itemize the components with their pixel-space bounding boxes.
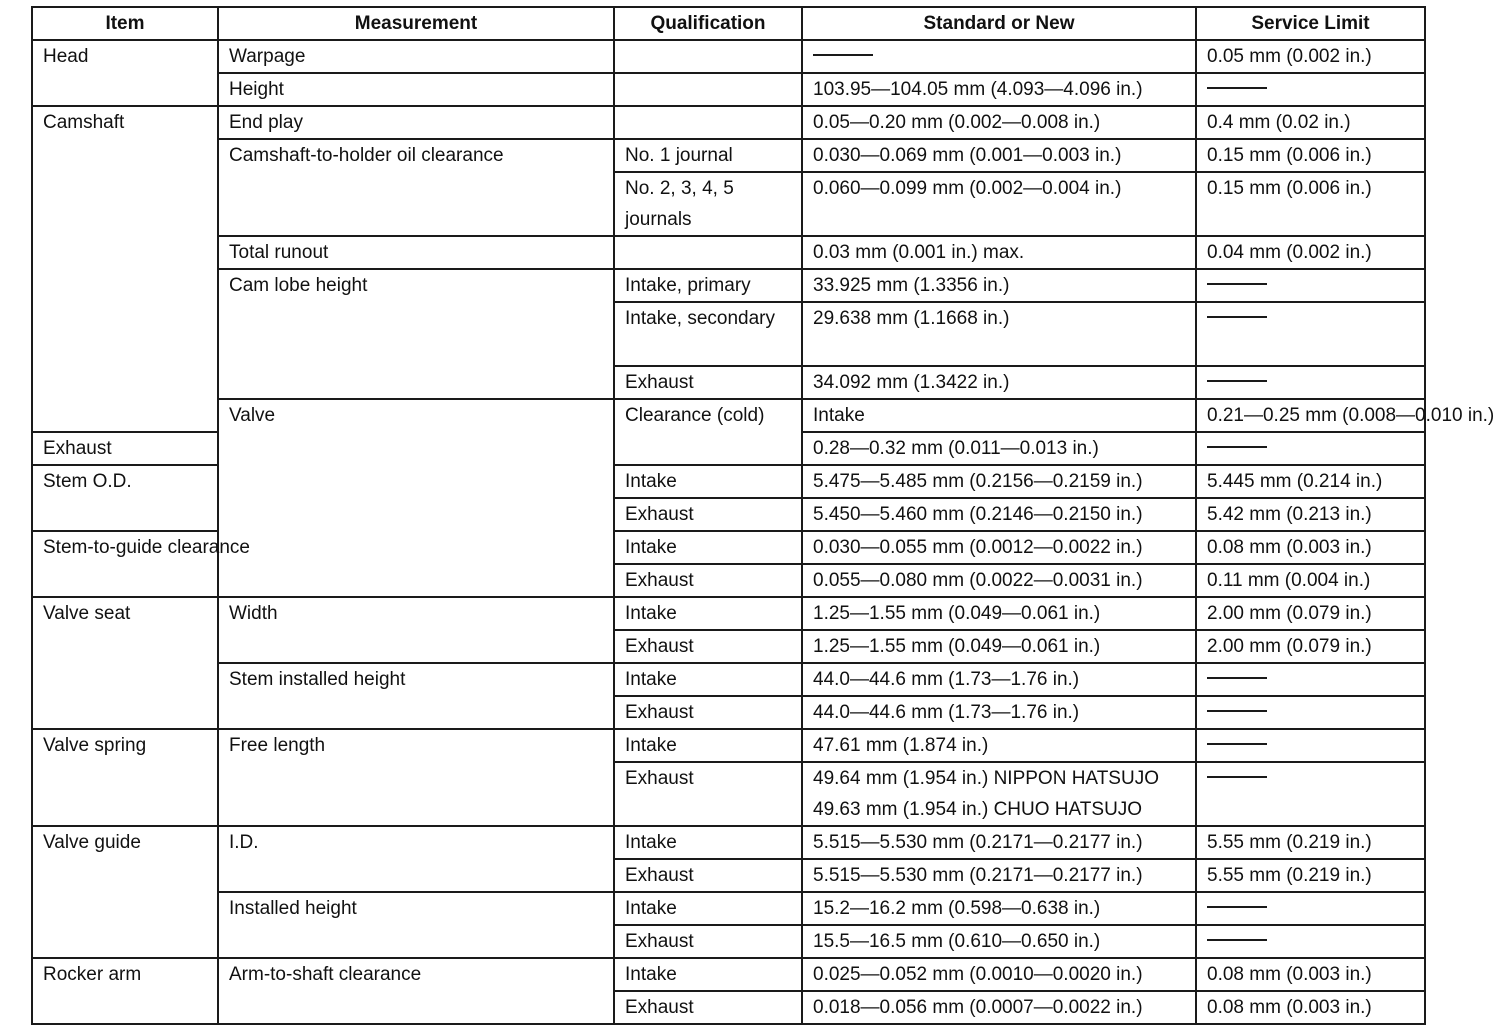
standard-value: 5.450—5.460 mm (0.2146—0.2150 in.) (802, 498, 1196, 531)
measurement-width: Width (218, 597, 614, 663)
qualification-value: Exhaust (614, 630, 802, 663)
header-service-limit: Service Limit (1196, 7, 1425, 40)
standard-value: 15.5—16.5 mm (0.610—0.650 in.) (802, 925, 1196, 958)
header-measurement: Measurement (218, 7, 614, 40)
qualification-value: Exhaust (614, 564, 802, 597)
qualification-value: Intake (614, 729, 802, 762)
table-row (32, 236, 1425, 269)
table-row (32, 826, 1425, 859)
limit-value: 0.4 mm (0.02 in.) (1196, 106, 1425, 139)
item-valve-seat: Valve seat (32, 597, 218, 729)
limit-dash (1196, 925, 1425, 958)
not-applicable-dash (1207, 776, 1267, 778)
header-standard: Standard or New (802, 7, 1196, 40)
qualification-value: No. 2, 3, 4, 5 journals (614, 172, 802, 236)
limit-value: 5.55 mm (0.219 in.) (1196, 859, 1425, 892)
not-applicable-dash (1207, 939, 1267, 941)
limit-value: 5.55 mm (0.219 in.) (1196, 826, 1425, 859)
limit-value: 0.08 mm (0.003 in.) (1196, 531, 1425, 564)
header-qualification: Qualification (614, 7, 802, 40)
not-applicable-dash (1207, 283, 1267, 285)
qualification-value: Intake (614, 465, 802, 498)
limit-value: 2.00 mm (0.079 in.) (1196, 597, 1425, 630)
standard-value: 33.925 mm (1.3356 in.) (802, 269, 1196, 302)
qualification-value: Exhaust (32, 432, 218, 465)
measurement-cam-oil-clearance: Camshaft-to-holder oil clearance (218, 139, 614, 236)
qualification-value: Intake (614, 663, 802, 696)
item-rocker-arm: Rocker arm (32, 958, 218, 1024)
table-row (32, 73, 1425, 106)
qualification-value: No. 1 journal (614, 139, 802, 172)
standard-value: 0.055—0.080 mm (0.0022—0.0031 in.) (802, 564, 1196, 597)
table-row (32, 106, 1425, 139)
not-applicable-dash (1207, 446, 1267, 448)
standard-value-nippon: 49.64 mm (1.954 in.) NIPPON HATSUJO (813, 768, 1159, 789)
limit-value: 2.00 mm (0.079 in.) (1196, 630, 1425, 663)
measurement-arm-shaft-clearance: Arm-to-shaft clearance (218, 958, 614, 1024)
measurement-stem-od: Stem O.D. (32, 465, 218, 531)
qualification-empty (614, 73, 802, 106)
limit-dash (1196, 762, 1425, 826)
table-row (32, 40, 1425, 73)
table-row (32, 958, 1425, 991)
qualification-value: Exhaust (614, 859, 802, 892)
standard-value: 0.03 mm (0.001 in.) max. (802, 236, 1196, 269)
item-head: Head (32, 40, 218, 106)
limit-dash (1196, 432, 1425, 465)
qualification-value: Exhaust (614, 991, 802, 1024)
not-applicable-dash (1207, 380, 1267, 382)
item-valve-spring: Valve spring (32, 729, 218, 826)
qualification-value: Intake (614, 826, 802, 859)
standard-value: 29.638 mm (1.1668 in.) (802, 302, 1196, 366)
standard-value: 44.0—44.6 mm (1.73—1.76 in.) (802, 663, 1196, 696)
limit-dash (1196, 729, 1425, 762)
measurement-end-play: End play (218, 106, 614, 139)
not-applicable-dash (1207, 316, 1267, 318)
item-valve: Valve (218, 399, 614, 597)
standard-value: 0.060—0.099 mm (0.002—0.004 in.) (802, 172, 1196, 236)
qualification-value: Exhaust (614, 498, 802, 531)
qualification-value: Intake (802, 399, 1196, 432)
qualification-value: Intake (614, 531, 802, 564)
not-applicable-dash (1207, 710, 1267, 712)
standard-value: 34.092 mm (1.3422 in.) (802, 366, 1196, 399)
limit-value: 0.05 mm (0.002 in.) (1196, 40, 1425, 73)
measurement-free-length: Free length (218, 729, 614, 826)
not-applicable-dash (813, 54, 873, 56)
limit-value: 0.08 mm (0.003 in.) (1196, 991, 1425, 1024)
limit-value: 0.15 mm (0.006 in.) (1196, 139, 1425, 172)
limit-dash (1196, 663, 1425, 696)
standard-value: 0.030—0.069 mm (0.001—0.003 in.) (802, 139, 1196, 172)
table-row (32, 139, 1425, 172)
header-item: Item (32, 7, 218, 40)
standard-value: 0.018—0.056 mm (0.0007—0.0022 in.) (802, 991, 1196, 1024)
limit-value: 5.42 mm (0.213 in.) (1196, 498, 1425, 531)
standard-value: 0.05—0.20 mm (0.002—0.008 in.) (802, 106, 1196, 139)
not-applicable-dash (1207, 743, 1267, 745)
limit-value: 5.445 mm (0.214 in.) (1196, 465, 1425, 498)
standard-value: 1.25—1.55 mm (0.049—0.061 in.) (802, 630, 1196, 663)
qualification-empty (614, 106, 802, 139)
standard-value: 47.61 mm (1.874 in.) (802, 729, 1196, 762)
standard-value: 0.030—0.055 mm (0.0012—0.0022 in.) (802, 531, 1196, 564)
qualification-value: Intake (614, 958, 802, 991)
standard-value: 44.0—44.6 mm (1.73—1.76 in.) (802, 696, 1196, 729)
limit-dash (1196, 269, 1425, 302)
standard-value-chuo: 49.63 mm (1.954 in.) CHUO HATSUJO (813, 799, 1143, 820)
limit-dash (1196, 73, 1425, 106)
measurement-height: Height (218, 73, 614, 106)
table-row (32, 399, 1425, 432)
qualification-value: Intake, primary (614, 269, 802, 302)
limit-value: 0.11 mm (0.004 in.) (1196, 564, 1425, 597)
table-row (32, 729, 1425, 762)
measurement-clearance-cold: Clearance (cold) (614, 399, 802, 465)
measurement-total-runout: Total runout (218, 236, 614, 269)
standard-value: 103.95—104.05 mm (4.093—4.096 in.) (802, 73, 1196, 106)
standard-value: 5.475—5.485 mm (0.2156—0.2159 in.) (802, 465, 1196, 498)
standard-value: 5.515—5.530 mm (0.2171—0.2177 in.) (802, 826, 1196, 859)
limit-dash (1196, 366, 1425, 399)
measurement-warpage: Warpage (218, 40, 614, 73)
table-row (32, 892, 1425, 925)
qualification-empty (614, 236, 802, 269)
table-row (32, 269, 1425, 302)
limit-dash (1196, 302, 1425, 366)
standard-value: 5.515—5.530 mm (0.2171—0.2177 in.) (802, 859, 1196, 892)
qualification-value: Exhaust (614, 366, 802, 399)
standard-value: 0.21—0.25 mm (0.008—0.010 in.) (1196, 399, 1425, 432)
standard-value: 0.28—0.32 mm (0.011—0.013 in.) (802, 432, 1196, 465)
header-row (32, 7, 1425, 40)
measurement-stem-installed-height: Stem installed height (218, 663, 614, 729)
qualification-value: Intake, secondary (614, 302, 802, 366)
standard-value: 0.025—0.052 mm (0.0010—0.0020 in.) (802, 958, 1196, 991)
qualification-empty (614, 40, 802, 73)
not-applicable-dash (1207, 87, 1267, 89)
item-valve-guide: Valve guide (32, 826, 218, 958)
measurement-installed-height: Installed height (218, 892, 614, 958)
qualification-value: Intake (614, 892, 802, 925)
item-camshaft: Camshaft (32, 106, 218, 432)
qualification-value: Exhaust (614, 696, 802, 729)
limit-value: 0.04 mm (0.002 in.) (1196, 236, 1425, 269)
standard-value: 15.2—16.2 mm (0.598—0.638 in.) (802, 892, 1196, 925)
limit-dash (1196, 696, 1425, 729)
qualification-value: Exhaust (614, 925, 802, 958)
measurement-id: I.D. (218, 826, 614, 892)
not-applicable-dash (1207, 677, 1267, 679)
table-row (32, 597, 1425, 630)
limit-value: 0.08 mm (0.003 in.) (1196, 958, 1425, 991)
qualification-value: Exhaust (614, 762, 802, 826)
table-row (32, 663, 1425, 696)
measurement-stem-guide-clearance: Stem-to-guide clearance (32, 531, 218, 597)
measurement-cam-lobe-height: Cam lobe height (218, 269, 614, 399)
standard-value-multi (802, 762, 1196, 826)
limit-dash (1196, 892, 1425, 925)
qualification-value: Intake (614, 597, 802, 630)
not-applicable-dash (1207, 906, 1267, 908)
standard-value: 1.25—1.55 mm (0.049—0.061 in.) (802, 597, 1196, 630)
specifications-table (31, 6, 1494, 1025)
standard-dash (802, 40, 1196, 73)
limit-value: 0.15 mm (0.006 in.) (1196, 172, 1425, 236)
